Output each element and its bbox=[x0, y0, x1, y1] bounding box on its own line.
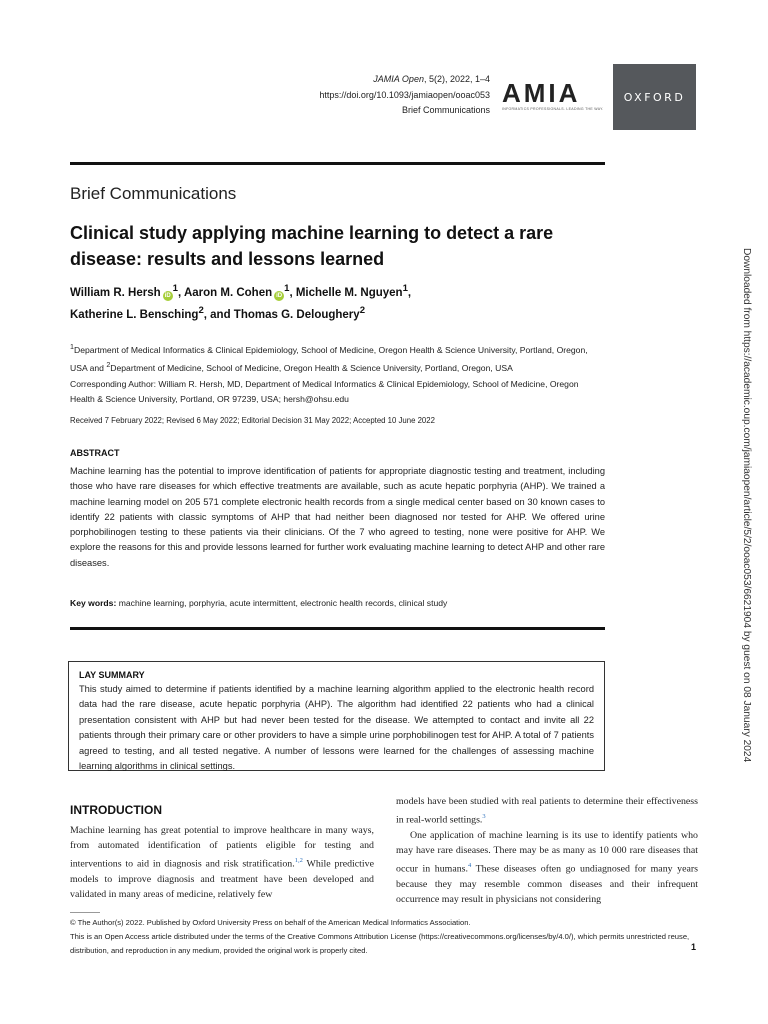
oxford-logo: OXFORD bbox=[613, 64, 696, 130]
article-dates: Received 7 February 2022; Revised 6 May 2022; Editorial Decision 31 May 2022; Accepted 10 June 2022 bbox=[70, 416, 435, 425]
body-column-right: models have been studied with real patients to determine their effectiveness in real-world settings.$^3$ One application of machine learning is its use to identify patients who may have rare diseases. There may be as many as 10 000 rare diseases that occur in humans.$^4$ These diseases often go undiagnosed for many years because they may resemble common diseases and their infrequent occurrence may result in physicians not considering bbox=[396, 796, 698, 905]
orcid-icon[interactable]: iD bbox=[276, 292, 283, 299]
author-name[interactable]: Thomas G. Deloughery bbox=[233, 308, 360, 321]
page-number: 1 bbox=[690, 942, 696, 952]
abstract-text: Machine learning has the potential to improve identification of patients for appropriate diagnostic testing and treatment, including those who have rare diseases for which effective treatments are available, such as acute hepatic porphyria (AHP). We trained a machine learning model on 205 571 complete electronic health records from a single medical center based on 30 known cases to identify 22 patients with classic symptoms of AHP that had neither been diagnosed nor tested for AHP. We offered urine porphobilinogen testing to these patients via their clinicians. Of the 7 who agreed to testing, none were positive for AHP. We explore the reasons for this and provide lessons learned for further work evaluating machine learning to detect AHP and other rare diseases. bbox=[70, 466, 605, 568]
footer-rule bbox=[70, 912, 100, 913]
article-type: Brief Communications bbox=[401, 105, 490, 115]
reference-link[interactable]: 1,2 bbox=[294, 857, 303, 865]
keywords: Key words: machine learning, porphyria, acute intermittent, electronic health records, clinical study bbox=[70, 598, 448, 608]
header-rule bbox=[70, 162, 605, 165]
article-title: Clinical study applying machine learning to detect a rare disease: results and lessons learned bbox=[70, 223, 554, 269]
copyright-line: © The Author(s) 2022. Published by Oxford University Press on behalf of the American Medical Informatics Association. bbox=[70, 918, 471, 927]
author-name[interactable]: Katherine L. Bensching bbox=[70, 308, 199, 321]
corresponding-author: Corresponding Author: William R. Hersh, MD, Department of Medical Informatics & Clinical Epidemiology, School of Medicine, Oregon Health & Science University, Portland, OR 97239, USA; hersh@ohsu.edu bbox=[70, 379, 579, 404]
introduction-heading: INTRODUCTION bbox=[70, 803, 162, 817]
orcid-icon[interactable]: iD bbox=[164, 292, 171, 299]
amia-logo: AMIA INFORMATICS PROFESSIONALS. LEADING THE WAY. bbox=[502, 78, 604, 111]
reference-link[interactable]: 4 bbox=[467, 862, 472, 870]
download-note: Downloaded from https://academic.oup.com/jamiaopen/article/5/2/ooac053/6621904 by guest on 08 January 2024 bbox=[741, 248, 752, 763]
journal-meta bbox=[319, 72, 490, 119]
author-name[interactable]: William R. Hersh bbox=[70, 286, 161, 299]
body-column-left: Machine learning has great potential to improve healthcare in many ways, from automated identification of patients eligible for testing and interventions to aid in diagnosis and risk stratification.$^{1,2}$ While predictive models to improve diagnosis and treatment have been developed and validated in many areas of medicine, relatively few bbox=[70, 825, 374, 901]
footer bbox=[70, 916, 695, 958]
author-list: William R. Hersh $iD^1$, Aaron M. Cohen $iD^1$, Michelle M. Nguyen$^1$, Katherine L. Bensching$^2$, and Thomas G. Deloughery$^2$ bbox=[70, 283, 412, 321]
lay-summary-text: This study aimed to determine if patients identified by a machine learning algorithm applied to the electronic health record data had the rare disease, acute hepatic porphyria (AHP). The algorithm had identified 22 patients who had a clinical presentation consistent with AHP but had never been tested for the disease. We attempted to contact and invite all 22 patients through their primary care or other providers to have a simple urine porphobilinogen test for AHP. A total of 7 patients agreed to testing, and all tested negative. A number of lessons were learned for the challenges of assessing machine learning algorithms in clinical settings. bbox=[79, 684, 594, 772]
author-name[interactable]: Michelle M. Nguyen bbox=[295, 286, 403, 299]
affiliations: $^1$Department of Medical Informatics & Clinical Epidemiology, School of Medicine, Oregon Health & Science University, Portland, Oregon, USA and $^2$Department of Medicine, School of Medicine, Oregon Health & Science University, Portland, Oregon, USA bbox=[70, 343, 588, 373]
abstract-heading: ABSTRACT bbox=[70, 448, 120, 458]
reference-link[interactable]: 3 bbox=[482, 813, 486, 821]
author-name[interactable]: Aaron M. Cohen bbox=[183, 286, 273, 299]
lay-summary-box bbox=[68, 661, 605, 771]
license-text: This is an Open Access article distributed under the terms of the Creative Commons Attribution License (https://creativecommons.org/licenses/by/4.0/), which permits unrestricted reuse, distribution, and reproduction in any medium, provided the original work is properly cited. bbox=[70, 932, 690, 955]
lay-summary-heading: LAY SUMMARY bbox=[79, 670, 145, 680]
abstract-rule bbox=[70, 627, 605, 630]
section-label: Brief Communications bbox=[70, 184, 237, 203]
journal-citation: JAMIA Open, 5(2), 2022, 1–4 bbox=[373, 74, 490, 84]
doi-link[interactable]: https://doi.org/10.1093/jamiaopen/ooac053 bbox=[319, 89, 490, 100]
